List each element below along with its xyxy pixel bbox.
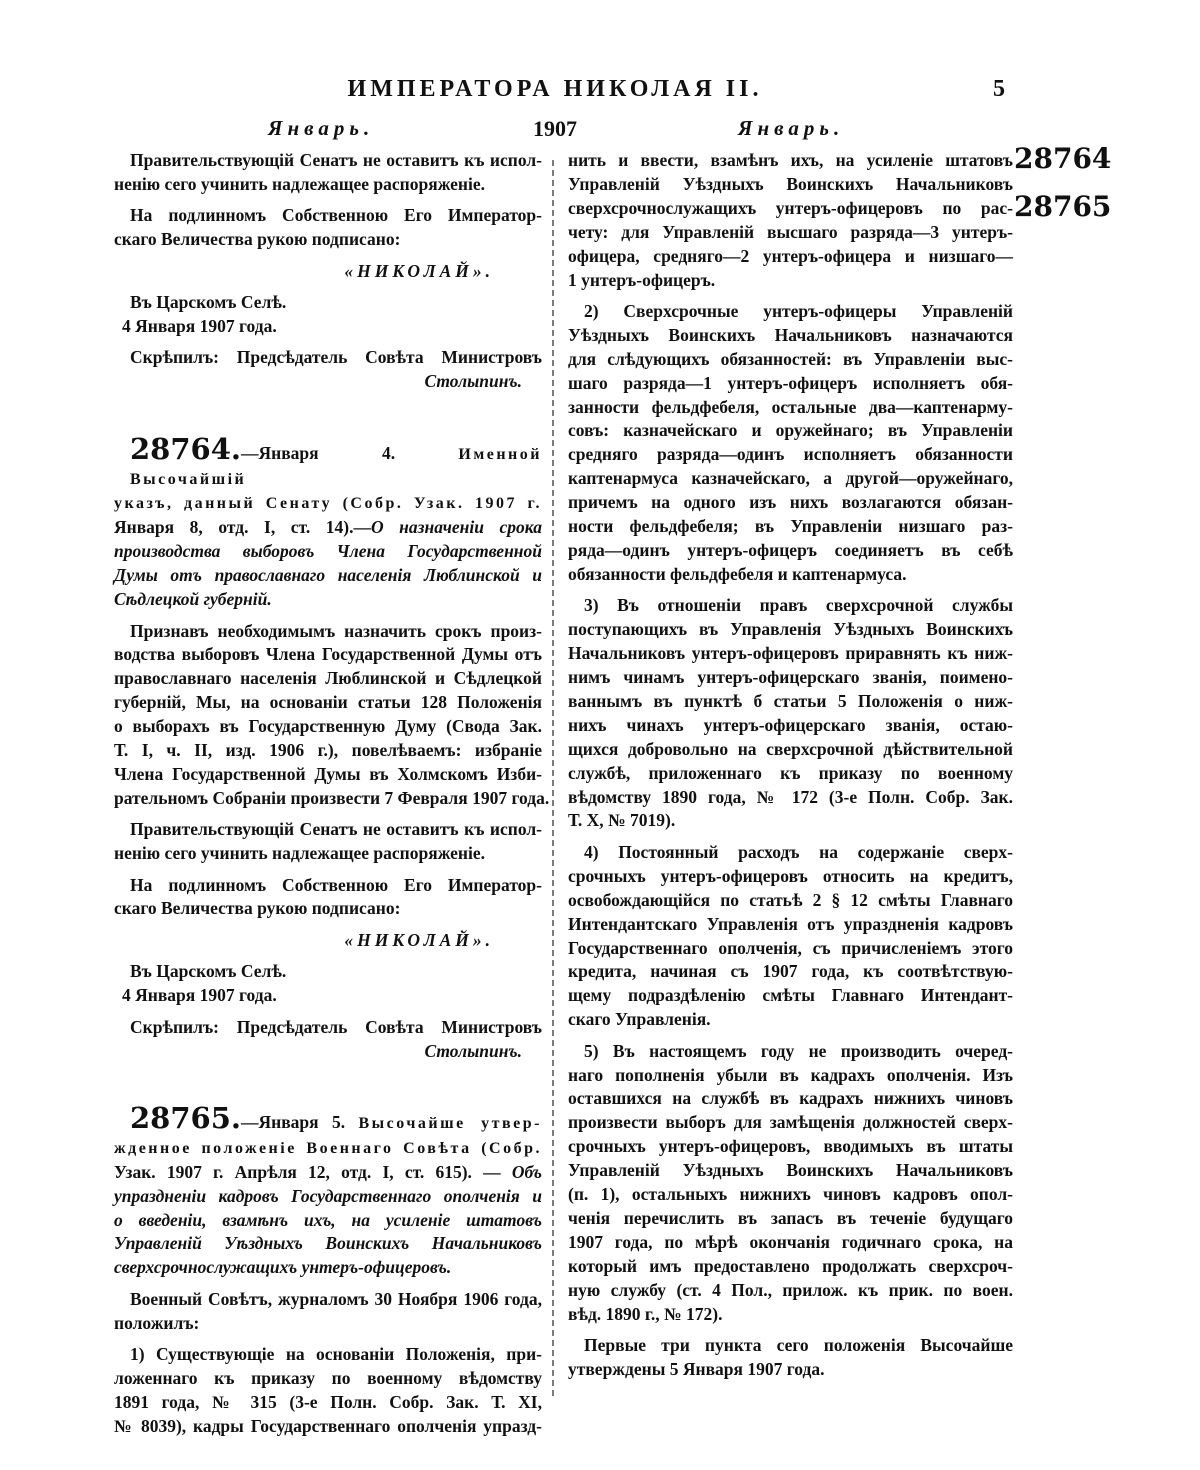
text-line: Первые три пункта сего положенія Высочайше: [584, 1335, 1013, 1355]
paragraph: [114, 874, 542, 922]
text-line: утверждены 5 Января 1907 года.: [568, 1358, 825, 1379]
text-line: Военный Совѣтъ, журналомъ 30 Ноября 1906 года,: [130, 1288, 542, 1309]
text-line: Государственнаго ополченія, съ причисленіемъ этого: [568, 937, 1013, 958]
text-line: ненію сего учинить надлежащее распоряженіе.: [114, 843, 486, 864]
year: 1907: [533, 116, 577, 141]
text-line: [114, 1161, 542, 1185]
text-line: [114, 370, 542, 394]
text-line: совъ: казначейскаго и оружейнаго; въ Управленіи: [568, 420, 1013, 441]
paragraph: [568, 300, 1013, 587]
text-line: 1907 года, по мѣрѣ окончанія годичнаго срока, на: [568, 1231, 1013, 1252]
text-segment: производства выборовъ Члена Государственной: [114, 541, 542, 562]
text-line: нихъ чинахъ унтеръ-офицерскаго званія, остаю-: [568, 714, 1013, 735]
text-line: [114, 564, 542, 588]
text-line: водства выборовъ Члена Государственной Думы отъ: [114, 644, 542, 665]
text-line: Интендантскаго Управленія отъ упраздненія кадровъ: [568, 913, 1013, 934]
text-line: [114, 1209, 542, 1233]
paragraph: [568, 841, 1013, 1032]
text-segment: —Января 4.: [241, 442, 459, 463]
text-line: [114, 588, 542, 612]
text-segment: Объ: [511, 1161, 542, 1182]
paragraph: [114, 291, 542, 339]
text-line: щему подраздѣленію смѣты Главнаго Интендант-: [568, 985, 1013, 1006]
text-line: [114, 1232, 542, 1256]
text-line: 1891 года, № 315 (3-е Полн. Собр. Зак. Т. XI,: [114, 1391, 542, 1412]
left-column: [114, 149, 550, 1446]
text-line: вѣд. 1890 г., № 172).: [568, 1303, 723, 1324]
text-line: губерній, Мы, на основаніи статьи 128 Положенія: [114, 692, 542, 713]
text-line: скаго Величества рукою подписано:: [114, 229, 401, 250]
paragraph: [114, 818, 542, 866]
text-line: [114, 516, 542, 540]
text-line: сверхсрочнослужащихъ унтеръ-офицеровъ по рас-: [568, 197, 1013, 218]
text-segment: Узак. 1907 г. Апрѣля 12, отд. I, ст. 615). —: [114, 1161, 512, 1182]
text-segment: указъ, данный Сенату (Собр. Узак. 1907 г.: [114, 495, 542, 513]
text-line: Члена Государственной Думы въ Холмскомъ Изби-: [114, 763, 542, 784]
text-line: (п. 1), остальныхъ нижнихъ чиновъ кадровъ опол-: [568, 1184, 1013, 1205]
text-line: «НИКОЛАЙ».: [344, 929, 494, 950]
text-line: На подлинномъ Собственною Его Император-: [130, 874, 542, 895]
text-line: Признавъ необходимымъ назначить срокъ произ-: [130, 620, 542, 641]
text-line: [114, 540, 542, 564]
text-line: ности фельдфебеля; въ Управленіи низшаго раз-: [568, 516, 1013, 537]
text-line: о выборахъ въ Государственную Думу (Свода Зак.: [114, 716, 542, 737]
decree-number: 28765.: [130, 1100, 241, 1135]
text-line: который имъ предоставлено продолжать сверхсроч-: [568, 1255, 1013, 1276]
paragraph: [114, 204, 542, 252]
text-line: [114, 1136, 542, 1161]
text-segment: О назначеніи срока: [370, 517, 542, 538]
page-number: 5: [993, 76, 1005, 102]
paragraph: [114, 346, 542, 394]
text-line: ложеннаго къ приказу по военному вѣдомству: [114, 1367, 542, 1388]
paragraph: [568, 1040, 1013, 1327]
text-line: ченія перечислить въ запасъ въ теченіе будущаго: [568, 1207, 1013, 1228]
decree-heading: [114, 431, 542, 612]
text-line: для слѣдующихъ обязанностей: въ Управленіи выс-: [568, 348, 1013, 369]
text-line: ненію сего учинить надлежащее распоряженіе.: [114, 173, 486, 194]
text-line: положилъ:: [114, 1312, 200, 1333]
running-title: ИМПЕРАТОРА НИКОЛАЯ II.: [347, 76, 763, 102]
text-line: Управленій Уѣздныхъ Воинскихъ Начальниковъ: [568, 1160, 1013, 1181]
decree-number: 28764.: [130, 431, 241, 466]
text-line: 4) Постоянный расходъ на содержаніе сверх-: [584, 841, 1013, 862]
text-line: службѣ, приложеннаго къ приказу по военному: [568, 762, 1013, 783]
text-line: занности фельдфебеля, остальные два—каптенарму-: [568, 396, 1013, 417]
signature: [114, 260, 542, 284]
text-line: [114, 1256, 542, 1280]
text-line: ряда—одинъ унтеръ-офицеръ соединяетъ въ себѣ: [568, 540, 1013, 560]
column-divider: [552, 160, 554, 1400]
signature: [114, 929, 542, 953]
text-segment: Управленій Уѣздныхъ Воинскихъ Начальниковъ: [114, 1233, 542, 1254]
text-segment: упраздненіи кадровъ Государственнаго ополченія и: [114, 1185, 542, 1206]
paragraph: [114, 149, 542, 197]
text-segment: Именной Высочайшій: [130, 445, 542, 488]
text-line: оставшихся на службѣ въ кадрахъ нижнихъ чиновъ: [568, 1088, 1013, 1109]
text-segment: Столыпинъ.: [424, 371, 522, 392]
text-segment: Высочайше утвер-: [358, 1114, 543, 1132]
text-line: 1) Существующіе на основаніи Положенія, при-: [130, 1344, 542, 1365]
text-line: [114, 1185, 542, 1209]
text-segment: сверхсрочнослужащихъ унтеръ-офицеровъ.: [114, 1257, 452, 1278]
text-line: 3) Въ отношеніи правъ сверхсрочной службы: [584, 595, 1013, 616]
text-line: Въ Царскомъ Селѣ.: [130, 961, 287, 982]
text-segment: Сѣдлецкой губерній.: [114, 589, 272, 610]
text-line: ную службу (ст. 4 Пол., прилож. къ прик. по воен.: [568, 1279, 1013, 1300]
text-line: произвести выборъ для замѣщенія должностей сверх-: [568, 1112, 1013, 1133]
paragraph: [568, 594, 1013, 833]
text-line: [114, 1100, 543, 1136]
text-line: нить и ввести, взамѣнъ ихъ, на усиленіе штатовъ: [568, 150, 1013, 170]
text-line: [114, 431, 542, 492]
text-line: Правительствующій Сенатъ не оставитъ къ испол-: [130, 819, 542, 840]
text-line: средняго разряда—одинъ исполняетъ обязанности: [568, 444, 1013, 465]
text-segment: —Января 5.: [241, 1111, 359, 1132]
text-line: срочныхъ унтеръ-офицеровъ относить на кредитъ,: [568, 865, 1013, 886]
month-left: Январь.: [268, 116, 375, 140]
text-line: скаго Величества рукою подписано:: [114, 898, 401, 919]
text-line: 2) Сверхсрочные унтеръ-офицеры Управленій: [584, 300, 1013, 321]
text-line: «НИКОЛАЙ».: [344, 260, 494, 281]
margin-number: 28764: [1014, 142, 1112, 175]
right-column: [568, 149, 1013, 1389]
text-line: 5) Въ настоящемъ году не производить очеред-: [584, 1040, 1013, 1061]
month-right: Январь.: [738, 116, 845, 140]
text-line: Скрѣпилъ: Предсѣдатель Совѣта Министровъ: [130, 1016, 542, 1037]
text-line: Управленій Уѣздныхъ Воинскихъ Начальниковъ: [568, 173, 1013, 194]
text-line: православнаго населенія Люблинской и Сѣдлецкой: [114, 668, 542, 689]
decree-heading: [114, 1100, 543, 1280]
text-line: щихся добровольно на сверхсрочной дѣйствительной: [568, 738, 1013, 759]
text-segment: Думы отъ православнаго населенія Люблинской и: [114, 565, 542, 586]
text-line: [114, 491, 542, 516]
text-line: кредита, начиная съ 1907 года, къ соотвѣтствую-: [568, 961, 1013, 982]
text-line: вѣдомству 1890 года, № 172 (3-е Полн. Собр. Зак.: [568, 786, 1013, 807]
paragraph: [568, 149, 1013, 292]
text-line: освобождающійся по статьѣ 2 § 12 смѣты Главнаго: [568, 889, 1013, 910]
text-line: рательномъ Собраніи произвести 7 Февраля 1907 года.: [114, 787, 550, 808]
text-line: поступающихъ въ Управленія Уѣздныхъ Воинскихъ: [568, 619, 1013, 640]
text-line: Начальниковъ унтеръ-офицеровъ приравнять къ ниж-: [568, 643, 1013, 664]
text-segment: Января 8, отд. I, ст. 14).—: [114, 517, 371, 538]
text-line: наго пополненія убыли въ кадрахъ ополченія. Изъ: [568, 1064, 1013, 1085]
text-line: Правительствующій Сенатъ не оставитъ къ испол-: [130, 150, 542, 170]
text-segment: жденное положеніе Военнаго Совѣта (Собр.: [114, 1139, 542, 1157]
text-line: шаго разряда—1 унтеръ-офицеръ исполняетъ обя-: [568, 372, 1013, 393]
text-segment: Столыпинъ.: [424, 1040, 522, 1061]
text-line: нимъ чинамъ унтеръ-офицерскаго званія, поимено-: [568, 667, 1013, 688]
text-line: Уѣздныхъ Воинскихъ Начальниковъ назначаются: [568, 324, 1013, 345]
text-line: 4 Января 1907 года.: [122, 315, 277, 336]
text-line: Въ Царскомъ Селѣ.: [130, 292, 287, 313]
paragraph: [114, 960, 542, 1008]
text-line: Т. X, № 7019).: [568, 810, 676, 831]
text-line: срочныхъ унтеръ-офицеровъ, вводимыхъ въ штаты: [568, 1136, 1013, 1157]
text-line: ваннымъ въ пунктѣ б статьи 5 Положенія о ниж-: [568, 690, 1013, 711]
paragraph: [114, 1343, 542, 1439]
text-line: причемъ на одного изъ нихъ возлагаются обязан-: [568, 492, 1013, 513]
text-line: обязанности фельдфебеля и каптенармуса.: [568, 563, 907, 584]
text-line: Т. I, ч. II, изд. 1906 г.), повелѣваемъ: избраніе: [114, 740, 542, 761]
text-line: Скрѣпилъ: Предсѣдатель Совѣта Министровъ: [130, 347, 542, 368]
text-line: чету: для Управленій высшаго разряда—3 унтеръ-: [568, 221, 1013, 242]
text-line: 1 унтеръ-офицеръ.: [568, 269, 716, 290]
text-segment: о введеніи, взамѣнъ ихъ, на усиленіе штатовъ: [114, 1209, 542, 1230]
paragraph: [114, 1016, 542, 1064]
text-line: скаго Управленія.: [568, 1009, 711, 1030]
paragraph: [114, 1288, 542, 1336]
text-line: каптенармуса казначейскаго, а другой—оружейнаго,: [568, 468, 1013, 489]
text-line: [114, 1040, 542, 1064]
text-line: 4 Января 1907 года.: [122, 985, 277, 1006]
text-line: № 8039), кадры Государственнаго ополченія упразд-: [114, 1415, 542, 1436]
paragraph: [114, 620, 550, 811]
margin-number: 28765: [1014, 190, 1112, 223]
paragraph: [568, 1334, 1013, 1382]
text-line: На подлинномъ Собственною Его Император-: [130, 205, 542, 226]
text-line: офицера, средняго—2 унтеръ-офицера и низшаго—: [568, 245, 1013, 266]
